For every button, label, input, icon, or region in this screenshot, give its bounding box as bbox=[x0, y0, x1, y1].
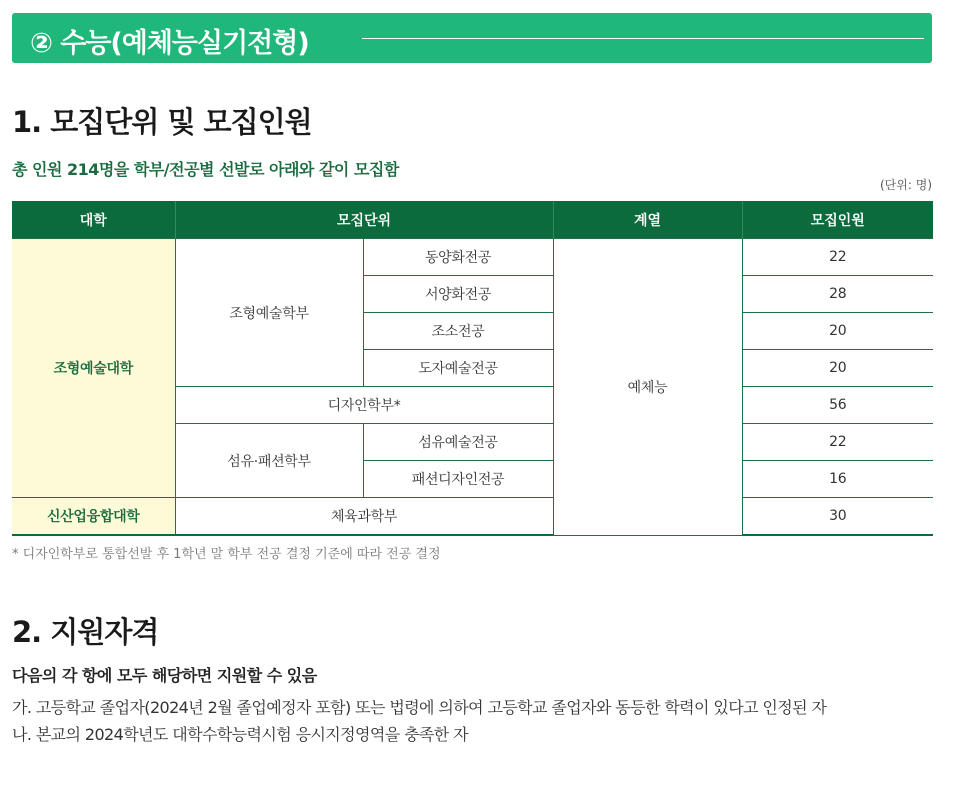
major-cell: 섬유예술전공 bbox=[363, 424, 553, 461]
section-banner bbox=[12, 13, 932, 63]
count-cell: 28 bbox=[742, 276, 933, 313]
count-cell: 20 bbox=[742, 350, 933, 387]
unit-label: (단위: 명) bbox=[880, 178, 932, 192]
department-cell: 섬유·패션학부 bbox=[175, 424, 363, 498]
college-cell: 조형예술대학 bbox=[12, 239, 175, 498]
eligibility-item: 가. 고등학교 졸업자(2024년 2월 졸업예정자 포함) 또는 법령에 의하여 고등학교 졸업자와 동등한 학력이 있다고 인정된 자 bbox=[12, 698, 827, 717]
header-unit: 모집단위 bbox=[175, 201, 553, 239]
section1-title: 1. 모집단위 및 모집인원 bbox=[12, 105, 312, 139]
count-cell: 56 bbox=[742, 387, 933, 424]
eligibility-item: 나. 본교의 2024학년도 대학수학능력시험 응시지정영역을 충족한 자 bbox=[12, 725, 468, 744]
count-cell: 22 bbox=[742, 239, 933, 276]
header-field: 계열 bbox=[553, 201, 742, 239]
department-cell: 조형예술학부 bbox=[175, 239, 363, 387]
header-college: 대학 bbox=[12, 201, 175, 239]
major-cell: 동양화전공 bbox=[363, 239, 553, 276]
banner-title: ② 수능(예체능실기전형) bbox=[30, 28, 309, 59]
count-cell: 22 bbox=[742, 424, 933, 461]
college-cell: 신산업융합대학 bbox=[12, 498, 175, 536]
count-cell: 20 bbox=[742, 313, 933, 350]
count-cell: 30 bbox=[742, 498, 933, 536]
count-cell: 16 bbox=[742, 461, 933, 498]
table-footnote: * 디자인학부로 통합선발 후 1학년 말 학부 전공 결정 기준에 따라 전공 결정 bbox=[12, 547, 441, 562]
department-cell: 디자인학부* bbox=[175, 387, 553, 424]
table-row bbox=[12, 498, 933, 536]
major-cell: 도자예술전공 bbox=[363, 350, 553, 387]
department-cell: 체육과학부 bbox=[175, 498, 553, 536]
banner-divider-line bbox=[362, 38, 924, 39]
field-cell: 예체능 bbox=[553, 239, 742, 536]
recruitment-table bbox=[12, 201, 933, 536]
table-header-row bbox=[12, 201, 933, 239]
header-count: 모집인원 bbox=[742, 201, 933, 239]
table-row bbox=[12, 239, 933, 276]
section2-subtitle: 다음의 각 항에 모두 해당하면 지원할 수 있음 bbox=[12, 666, 317, 685]
section2-title: 2. 지원자격 bbox=[12, 615, 159, 649]
major-cell: 조소전공 bbox=[363, 313, 553, 350]
major-cell: 서양화전공 bbox=[363, 276, 553, 313]
section1-subtitle: 총 인원 214명을 학부/전공별 선발로 아래와 같이 모집함 bbox=[12, 160, 399, 179]
major-cell: 패션디자인전공 bbox=[363, 461, 553, 498]
